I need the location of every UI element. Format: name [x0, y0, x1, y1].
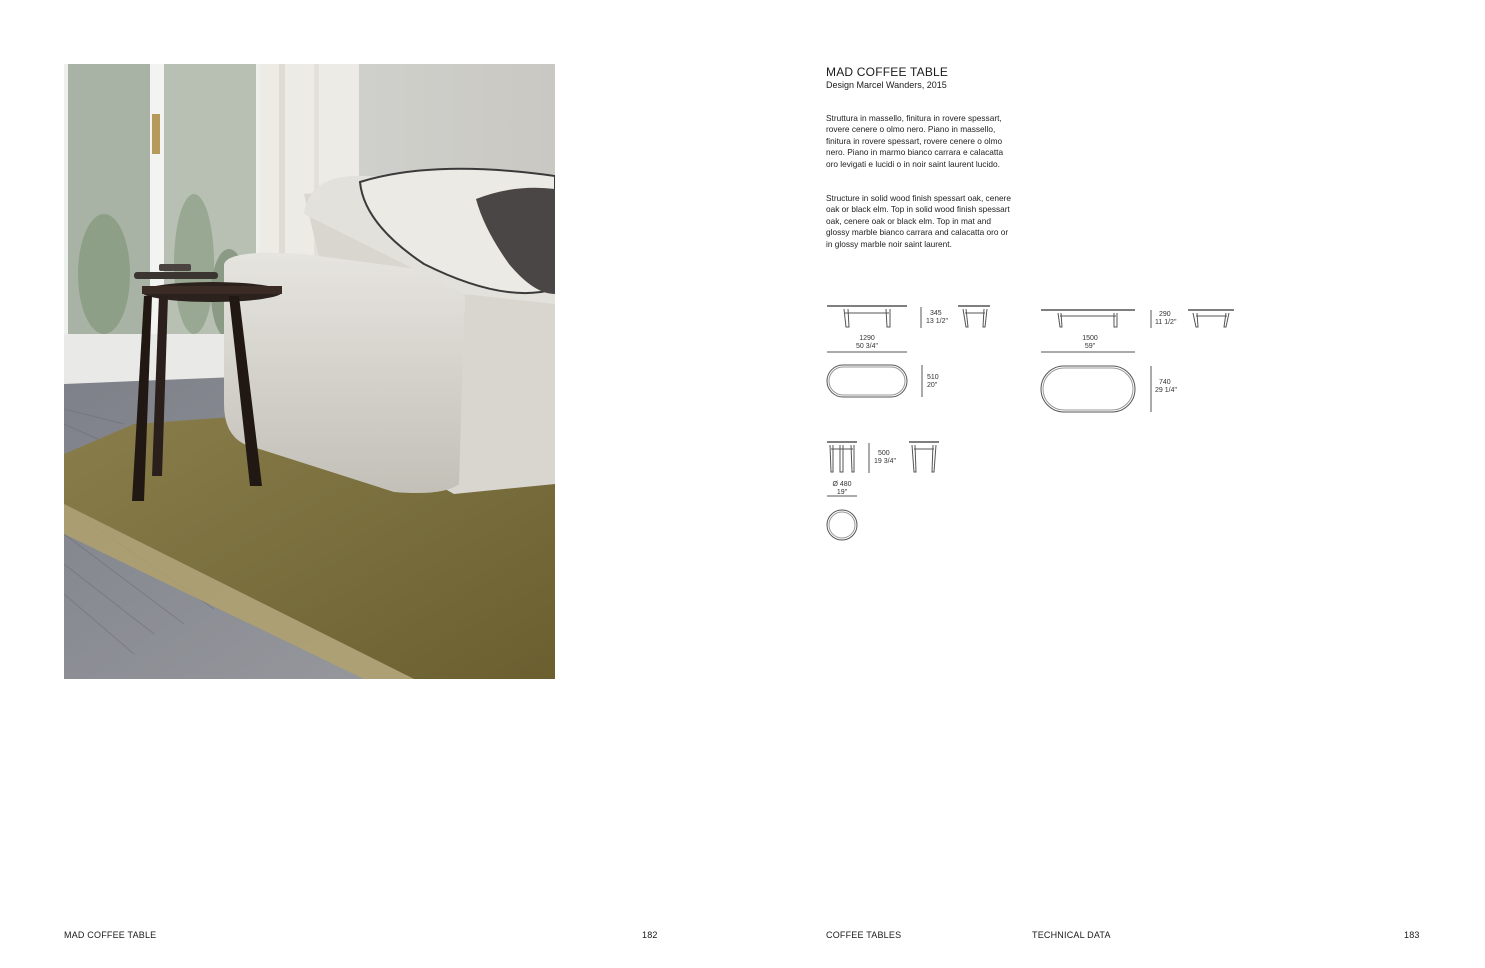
large-oval-end-view: [1188, 310, 1234, 327]
large-oval-depth-label: 740 29 1/4": [1155, 379, 1177, 394]
small-oval-end-view: [958, 306, 990, 327]
small-oval-length-label: 1290 50 3/4": [856, 335, 878, 350]
small-oval-depth-label: 510 20": [927, 374, 939, 389]
small-oval-height-label: 345 13 1/2": [926, 310, 948, 325]
footer-left-label: MAD COFFEE TABLE: [64, 930, 157, 940]
large-oval-plan-view: [1041, 366, 1151, 412]
footer-section: TECHNICAL DATA: [1032, 930, 1111, 940]
large-oval-length-label: 1500 59": [1082, 335, 1098, 350]
small-oval-plan-view: [827, 365, 922, 397]
round-plan-view: [827, 510, 857, 540]
page-number-right: 183: [1404, 930, 1420, 940]
description-italian: Struttura in massello, finitura in rovere spessart, rovere cenere o olmo nero. Piano in massello, finitura in rovere spessart, rovere cenere o olmo nero. Piano in marmo bianco carrara e calacatta oro levigati e lucidi o in noir saint laurent lucido.: [826, 113, 1004, 169]
round-side-view: [909, 442, 939, 472]
round-diameter-label: Ø 480 19": [832, 481, 852, 496]
footer-category: COFFEE TABLES: [826, 930, 902, 940]
page-number-left: 182: [642, 930, 658, 940]
designer-credit: Design Marcel Wanders, 2015: [826, 80, 947, 90]
product-title: MAD COFFEE TABLE: [826, 65, 949, 79]
round-height-label: 500 19 3/4": [874, 450, 896, 465]
description-english: Structure in solid wood finish spessart oak, cenere oak or black elm. Top in solid wood finish spessart oak, cenere oak or black elm. Top in mat and glossy marble bianco carrara and calacatta oro or in glossy marble noir saint laurent.: [826, 193, 1011, 249]
large-oval-height-label: 290 11 1/2": [1155, 311, 1177, 326]
